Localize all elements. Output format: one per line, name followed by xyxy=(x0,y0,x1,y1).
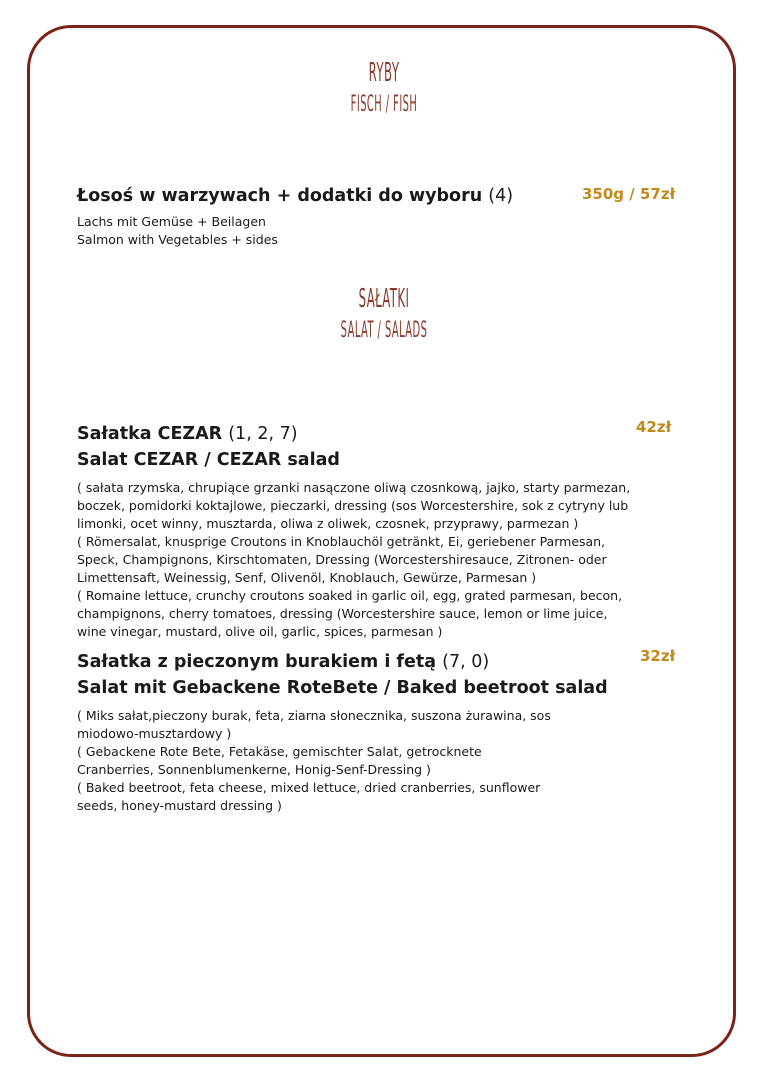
dish-beetroot-allergens: (7, 0) xyxy=(442,652,490,672)
dish-beetroot-desc-en: ( Baked beetroot, feta cheese, mixed lettuce, dried cranberries, sunflower seeds, honey-mustard dressing ) xyxy=(77,780,541,813)
dish-beetroot-desc-pl: ( Miks sałat,pieczony burak, feta, ziarna słonecznika, suszona żurawina, sos miodowo-musztardowy ) xyxy=(77,708,551,741)
dish-beetroot-name-de-en: Salat mit Gebackene RoteBete / Baked beetroot salad xyxy=(77,678,608,698)
dish-salmon-desc-en: Salmon with Vegetables + sides xyxy=(77,232,278,247)
dish-cezar-allergens: (1, 2, 7) xyxy=(228,424,298,444)
section-salads-subtitle: SALAT / SALADS xyxy=(340,318,428,343)
dish-salmon xyxy=(77,183,577,249)
dish-cezar-desc-de: ( Römersalat, knusprige Croutons in Knoblauchöl getränkt, Ei, geriebener Parmesan, Speck, Champignons, Kirschtomaten, Dressing (Worcestershiresauce, Zitronen- oder Limettensaft, Weinessig, Senf, Olivenöl, Knoblauch, Gewürze, Parmesan ) xyxy=(77,534,607,585)
dish-beetroot xyxy=(77,649,637,815)
section-salads-title: SAŁATKI xyxy=(358,284,410,314)
dish-salmon-desc-de: Lachs mit Gemüse + Beilagen xyxy=(77,214,266,229)
dish-cezar-name-line xyxy=(77,421,637,447)
dish-beetroot-name-line xyxy=(77,649,637,675)
dish-beetroot-desc-de: ( Gebackene Rote Bete, Fetakäse, gemischter Salat, getrocknete Cranberries, Sonnenblumenkerne, Honig-Senf-Dressing ) xyxy=(77,744,482,777)
dish-cezar-desc-pl: ( sałata rzymska, chrupiące grzanki nasączone oliwą czosnkową, jajko, starty parmezan, boczek, pomidorki koktajlowe, pieczarki, dressing (sos Worcestershire, sok z cytryny lub limonki, ocet winny, musztarda, oliwa z oliwek, czosnek, przyprawy, parmezan ) xyxy=(77,480,631,531)
section-fish-title: RYBY xyxy=(368,58,400,88)
dish-salmon-name-line xyxy=(77,183,577,209)
dish-beetroot-price: 32zł xyxy=(640,647,676,665)
section-salads-heading xyxy=(0,282,768,346)
dish-cezar-description xyxy=(77,479,637,641)
dish-salmon-price: 350g / 57zł xyxy=(582,185,676,203)
dish-beetroot-name-pl: Sałatka z pieczonym burakiem i fetą xyxy=(77,652,437,672)
dish-cezar-name-de-en: Salat CEZAR / CEZAR salad xyxy=(77,450,340,470)
dish-cezar xyxy=(77,421,637,641)
dish-salmon-description xyxy=(77,213,577,249)
dish-beetroot-description xyxy=(77,707,557,815)
dish-salmon-allergens: (4) xyxy=(488,186,514,206)
section-fish-subtitle: FISCH / FISH xyxy=(350,92,418,117)
dish-salmon-name: Łosoś w warzywach + dodatki do wyboru xyxy=(77,186,483,206)
section-fish-heading xyxy=(0,56,768,120)
dish-cezar-name-pl: Sałatka CEZAR xyxy=(77,424,223,444)
dish-cezar-desc-en: ( Romaine lettuce, crunchy croutons soaked in garlic oil, egg, grated parmesan, becon, champignons, cherry tomatoes, dressing (Worcestershire sauce, lemon or lime juice, wine vinegar, mustard, olive oil, garlic, spices, parmesan ) xyxy=(77,588,623,639)
dish-cezar-price: 42zł xyxy=(636,418,672,436)
